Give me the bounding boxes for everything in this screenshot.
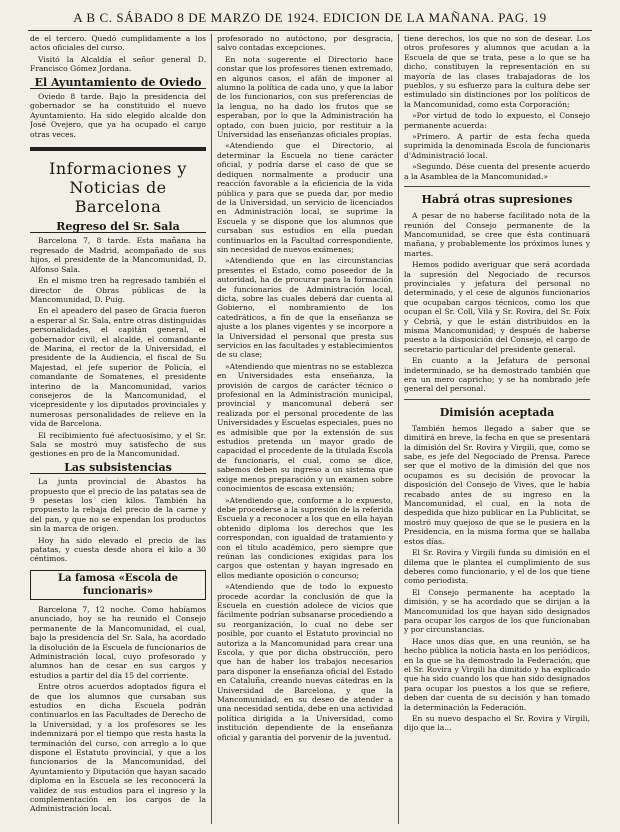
divider bbox=[404, 186, 590, 187]
section-rule bbox=[30, 147, 206, 151]
paragraph: »Por virtud de todo lo expuesto, el Consejo permanente acuerda: bbox=[404, 111, 590, 130]
column-left bbox=[30, 34, 206, 824]
paragraph: En el apeadero del paseo de Gracia fueron a esperar al Sr. Sala, entre otras distinguidas personalidades, el capitán general, el gobernador civil, el alcalde, el comandante de Marina, el rector de la Universidad, el presidente de la Audiencia, el fiscal de Su Majestad, el jefe superior de Policía, el comandante de Somatenes, el presidente interino de la Mancomunidad, varios consejeros de la Mancomunidad, el vicepresidente y los diputados provinciales y numerosas personalidades de relieve en la vida de Barcelona. bbox=[30, 306, 206, 429]
column-right bbox=[404, 34, 590, 824]
paragraph: Barcelona 7, 8 tarde. Esta mañana ha regresado de Madrid, acompañado de sus hijos, el presidente de la Mancomunidad, D. Alfonso Sala. bbox=[30, 236, 206, 274]
headline-subsistencias: Las subsistencias bbox=[30, 463, 206, 474]
paragraph: A pesar de no haberse facilitado nota de la reunión del Consejo permanente de la Mancomunidad, se cree que ésta continuará mañana, y probablemente los próximos lunes y martes. bbox=[404, 211, 590, 258]
paragraph: También hemos llegado a saber que se dimitirá en breve, la fecha en que se presentará la dimisión del Sr. Rovira y Virgili, que, como se sabe, es jefe del Negociado de Prensa. Parece ser que el motivo de la dimisión del que nos ocupamos es su decisión de provocar la disposición del Consejo de Vives, que le había recabado antes de su ingreso en la Mancomunidad, el cual, en la nota de despedida que hizo publicar en La Publicitat, se mostró muy quejoso de que se le pusiera en la Presidencia, en la misma forma que se hallaba estos días. bbox=[404, 423, 590, 546]
paragraph: »Atendiendo que, conforme a lo expuesto, debe procederse a la supresión de la referida Escuela y a reconocer a los que en ella hayan obtenido diploma los derechos que les correspondan, con igualdad de tratamiento y con el título académico, pero siempre que reúnan las condiciones exigidas para los cargos que ostentan y hayan ingresado en ellos mediante oposición o concurso; bbox=[217, 495, 393, 580]
headline-dimision: Dimisión aceptada bbox=[439, 405, 555, 419]
paragraph: El recibimiento fué afectuosísimo, y el Sr. Sala se mostró muy satisfecho de sus gestiones en pro de la Mancomunidad. bbox=[30, 430, 206, 459]
headline-oviedo: El Ayuntamiento de Oviedo bbox=[30, 78, 206, 89]
paragraph: El Sr. Rovira y Virgili funda su dimisión en el dilema que le plantea el cumplimiento de sus deberes como funcionario, y el de los que tiene como periodista. bbox=[404, 548, 590, 586]
header-rule bbox=[28, 30, 592, 31]
paragraph: Oviedo 8 tarde. Bajo la presidencia del gobernador se ha constituido el nuevo Ayuntamiento. Ha sido elegido alcalde don José Ovejero, que ya ha ocupado el cargo otras veces. bbox=[30, 92, 206, 139]
paragraph: El Consejo permanente ha aceptado la dimisión, y se ha acordado que se dirijan a la Mancomunidad los que hayan sido designados para ocupar los cargos de los que funcionaban y por circunstancias. bbox=[404, 587, 590, 635]
column-divider bbox=[211, 34, 212, 824]
paragraph: Barcelona 7, 12 noche. Como habíamos anunciado, hoy se ha reunido el Consejo permanente de la Mancomunidad, el cual, bajo la presidencia del Sr. Sala, ha acordado la disolución de la Escuela de funcionarios de Administración local, cuyo profesorado y alumnos han de cesar en sus cargos y estudios a partir del día 15 del corriente. bbox=[30, 604, 206, 680]
paragraph: Visitó la Alcaldía el señor general D. Francisco Gómez Jordana. bbox=[30, 54, 206, 74]
column-middle bbox=[217, 34, 393, 824]
paragraph: tiene derechos, los que no son de desear. Los otros profesores y alumnos que acudan a la Escuela de que se trata, pese a lo que se ha dicho, constituyen la representación en su mayoría de las clases trabajadoras de los pueblos, y su esfuerzo para la cultura debe ser estimulado sin distinciones por los políticos de la Mancomunidad, como esta Corporación; bbox=[404, 34, 590, 109]
paragraph: «Atendiendo que el Directorio, al determinar la Escuela no tiene carácter oficial, y podría darse el caso de que se dediquen normalmente a producir una reacción favorable a la eficiencia de la vida pública y para que se pueda dar, por medio de la Universidad, un servicio de licenciados en Administración local, se suprime la Escuela y se dispone que los alumnos que cursaban sus estudios en ella puedan continuarlos en la Facultad correspondiente, sin necesidad de nuevos exámenes; bbox=[217, 141, 393, 254]
paragraph: »Atendiendo que de todo lo expuesto procede acordar la conclusión de que la Escuela en cuestión adolece de vicios que fácilmente podrían subsanarse procediendo a su reorganización, lo cual no debe ser posible, por cuanto el Estatuto provincial no autoriza a la Mancomunidad para crear una Escola, y que por dicha obstrucción, pero que han de haber los trabajos necesarios para disponer la enseñanza oficial del Estado en Cataluña, creando nuevas cátedras en la Universidad de Barcelona, y que la Mancomunidad, en su deseo de atender a una necesidad sentida, debe en una actividad política dirigida a la Universidad, como institución dependiente de la enseñanza oficial y garantía del porvenir de la juventud. bbox=[217, 582, 393, 742]
paragraph: En nota sugerente el Directorio hace constar que los profesores tienen extremado, en algunos casos, el afán de imponer al alumno la política de cada uno, y que la labor de los funcionarios, con sus preferencias de la lengua, no ha dado los frutos que se esperaban, por lo que la Administración ha optado, con buen juicio, por restituir a la Universidad las enseñanzas oficiales propias. bbox=[217, 54, 393, 140]
paragraph: En cuanto a la Jefatura de personal indeterminado, se ha demostrado también que era un mero capricho; y se ha nombrado jefe general del personal. bbox=[404, 356, 590, 394]
page-header: A B C. SÁBADO 8 DE MARZO DE 1924. EDICION DE LA MAÑANA. PAG. 19 bbox=[73, 10, 547, 25]
paragraph: profesorado no autóctono, por desgracia, salvo contadas excepciones. bbox=[217, 34, 393, 53]
headline-supresiones: Habrá otras supresiones bbox=[421, 193, 573, 207]
paragraph: »Primero. A partir de esta fecha queda suprimida la denominada Escola de funcionaris d'Administració local. bbox=[404, 132, 590, 160]
paragraph: En el mismo tren ha regresado también el director de Obras públicas de la Mancomunidad, D. Puig. bbox=[30, 276, 206, 304]
column-divider bbox=[398, 34, 399, 824]
paragraph: Hemos podido averiguar que será acordada la supresión del Negociado de recursos provinciales y jefatura del personal no determinado, y el cese de algunos funcionarios que ocupaban cargos técnicos, como los que ocupan el Sr. Coll, Vilá y Sr. Rovira, del Sr. Foix y Cebrià, y que le están distribuidos en la misma Mancomunidad; y después de haberse puesto a la disposición del Consejo, el cargo de secretario particular del presidente general. bbox=[404, 260, 590, 354]
paragraph: »Atendiendo que en las circunstancias presentes el Estado, como poseedor de la autoridad, ha de procurar para la formación de funcionarios de Administración local, dicta, sobre las cuales deberá dar cuenta al Gobierno, el nombramiento de los catedráticos, a fin de que la enseñanza se ajuste a los planes vigentes y se incorpore a la Universidad el personal que presta sus servicios en las facultades y establecimientos de su clase; bbox=[217, 256, 393, 360]
paragraph: »Atendiendo que mientras no se establezca en Universidades esta enseñanza, la provisión de cargos de carácter técnico o profesional en la Administración municipal, provincial y mancomunal deberá ser realizada por el personal procedente de las Universidades y Escuelas especiales, pues no es admisible que por la extensión de sus estudios pretenda un mayor grado de capacidad el procedente de la titulada Escola de funcionaris, el cual, como se dice, sabemos deben su ingreso a un sistema que exige menos preparación y un examen sobre conocimientos de escasa extensión; bbox=[217, 361, 393, 494]
paragraph: Hoy ha sido elevado el precio de las patatas, y cuesta desde ahora el kilo a 30 céntimos. bbox=[30, 535, 206, 564]
paragraph: En su nuevo despacho el Sr. Rovira y Virgili, dijo que la... bbox=[404, 714, 590, 733]
divider bbox=[404, 399, 590, 400]
paragraph: de el tercero. Quedó cumplidamente a los actos oficiales del curso. bbox=[30, 34, 206, 53]
paragraph: »Segundo. Dése cuenta del presente acuerdo a la Asamblea de la Mancomunidad.» bbox=[404, 162, 590, 181]
headline-regreso: Regreso del Sr. Sala bbox=[30, 222, 206, 233]
section-title: Informaciones y Noticias de Barcelona bbox=[49, 159, 187, 217]
paragraph: La junta provincial de Abastos ha propuesto que el precio de las patatas sea de 9 pesetas los cien kilos. También ha propuesto la rebaja del precio de la carne y del pan, y que no se expendan los productos sin la marca de origen. bbox=[30, 477, 206, 534]
paragraph: Hace unos días que, en una reunión, se ha hecho pública la noticia hasta en los periódicos, en la que se ha demostrado la Federación, que el Sr. Rovira y Virgili ha dimitido y ha explicado que ha sido cuando los que han sido designados para ocupar los puestos a los que se refiere, deben dar cuenta de su decisión y han tomado la determinación la Federación. bbox=[404, 636, 590, 712]
paragraph: Entre otros acuerdos adoptados figura el de que los alumnos que cursaban sus estudios en dicha Escuela podrán continuarlos en las Facultades de Derecho de la Universidad, y a los profesores se les indemnizará por el tiempo que resta hasta la terminación del curso, con arreglo a lo que dispone el Estatuto provincial, y que a los funcionarios de la Mancomunidad, del Ayuntamiento y Diputación que hayan sacado diploma en la Escuela se les reconocerá la validez de sus estudios para el ingreso y la complementación en los cargos de la Administración local. bbox=[30, 682, 206, 814]
headline-escola: La famosa «Escola de funcionaris» bbox=[30, 570, 206, 600]
